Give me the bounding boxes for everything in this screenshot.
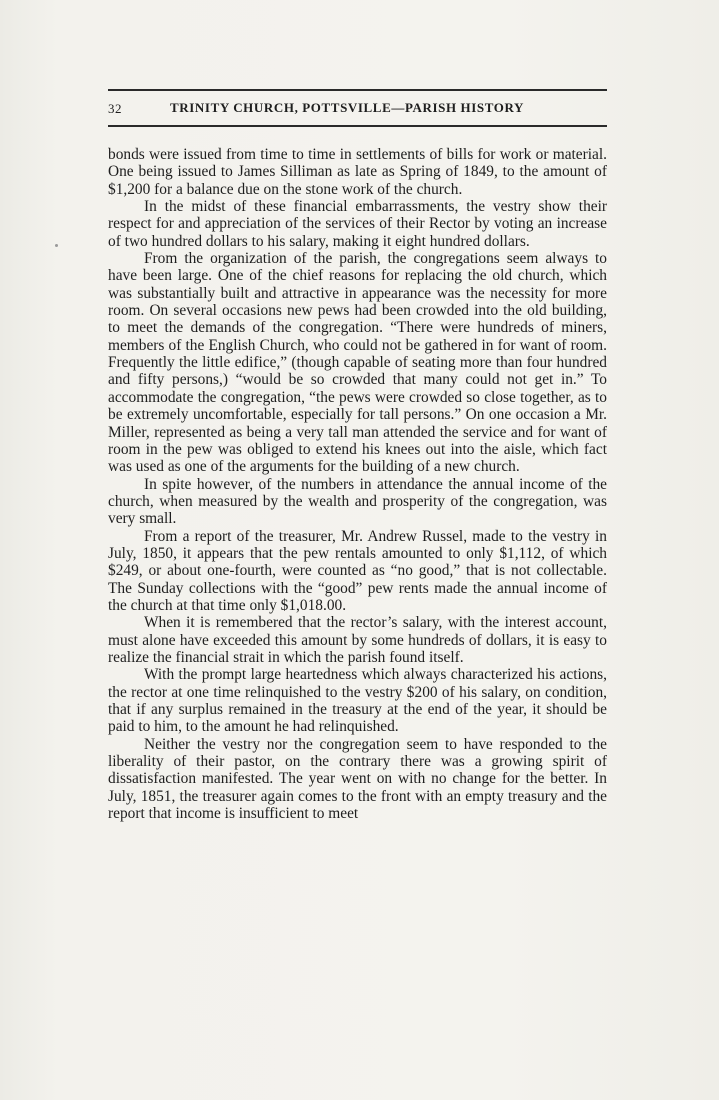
header-bottom-rule [108,125,607,127]
paper-speck [55,244,58,247]
paragraph: From a report of the treasurer, Mr. Andrew Russel, made to the vestry in July, 1850, it appears that the pew rentals amounted to only $1,112, of which $249, or about one-fourth, were counted as “no good,” that is not collectable. The Sunday collections with the “good” pew rents made the annual income of the church at that time only $1,018.00. [108,527,607,614]
page-number: 32 [108,101,122,116]
running-head: TRINITY CHURCH, POTTSVILLE—PARISH HISTORY [170,100,525,115]
paragraph: In spite however, of the numbers in attendance the annual income of the church, when measured by the wealth and prosperity of the congregation, was very small. [108,475,607,528]
header-top-rule [108,89,607,91]
paragraph: With the prompt large heartedness which always characterized his actions, the rector at one time relinquished to the vestry $200 of his salary, on condition, that if any surplus remained in the treasury at the end of the year, it should be paid to him, to the amount he had relinquished. [108,666,607,736]
paragraph: In the midst of these financial embarrassments, the vestry show their respect for and appreciation of the services of their Rector by voting an increase of two hundred dollars to his salary, making it eight hundred dollars. [108,198,607,250]
paragraph: From the organization of the parish, the congregations seem always to have been large. One of the chief reasons for replacing the old church, which was substantially built and attractive in appearance was the necessity for more room. On several occasions new pews had been crowded into the old building, to meet the demands of the congregation. “There were hundreds of miners, members of the English Church, who could not be gathered in for want of room. Frequently the little edifice,” (though capable of seating more than four hundred and fifty persons,) “would be so crowded that many could not get in.” To accommodate the congregation, “the pews were crowded so close together, as to be extremely uncomfortable, especially for tall persons.” On one occasion a Mr. Miller, represented as being a very tall man attended the service and for want of room in the pew was obliged to extend his knees out into the aisle, which fact was used as one of the arguments for the building of a new church. [108,250,607,476]
paragraph: bonds were issued from time to time in settlements of bills for work or material. One being issued to James Silliman as late as Spring of 1849, to the amount of $1,200 for a balance due on the stone work of the church. [108,146,607,198]
page-header [108,99,607,119]
paragraph: Neither the vestry nor the congregation seem to have responded to the liberality of their pastor, on the contrary there was a growing spirit of dissatisfaction manifested. The year went on with no change for the better. In July, 1851, the treasurer again comes to the front with an empty treasury and the report that income is insufficient to meet [108,735,607,823]
body-text [108,146,607,822]
paragraph: When it is remembered that the rector’s salary, with the interest account, must alone have exceeded this amount by some hundreds of dollars, it is easy to realize the financial strait in which the parish found itself. [108,614,607,666]
